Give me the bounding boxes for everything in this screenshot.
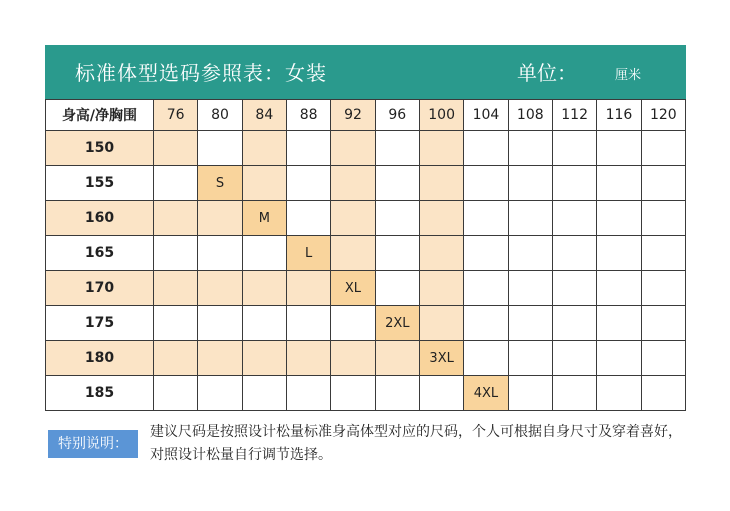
grid-cell (508, 306, 552, 341)
grid-cell (154, 236, 198, 271)
grid-cell (641, 341, 685, 376)
grid-cell (464, 166, 508, 201)
table-row (46, 236, 686, 271)
height-cell: 165 (46, 236, 154, 271)
grid-cell (641, 166, 685, 201)
chest-column-header: 100 (419, 100, 463, 131)
height-cell: 155 (46, 166, 154, 201)
size-label-cell: 4XL (464, 376, 508, 411)
grid-cell (552, 236, 596, 271)
grid-cell (198, 201, 242, 236)
grid-cell (198, 341, 242, 376)
table-row (46, 376, 686, 411)
grid-cell (198, 271, 242, 306)
chest-column-header: 88 (286, 100, 330, 131)
size-label-cell: XL (331, 271, 375, 306)
unit-label: 单位： (517, 61, 577, 85)
grid-cell (242, 236, 286, 271)
height-cell: 185 (46, 376, 154, 411)
grid-cell (464, 201, 508, 236)
size-label-cell: 3XL (419, 341, 463, 376)
grid-cell (331, 341, 375, 376)
size-label-cell: M (242, 201, 286, 236)
grid-cell (552, 271, 596, 306)
corner-header: 身高/净胸围 (46, 100, 154, 131)
grid-cell (154, 271, 198, 306)
grid-cell (331, 166, 375, 201)
grid-cell (286, 376, 330, 411)
grid-cell (375, 376, 419, 411)
grid-cell (508, 236, 552, 271)
grid-cell (242, 341, 286, 376)
grid-cell (419, 306, 463, 341)
table-row (46, 166, 686, 201)
size-chart-table (45, 99, 686, 411)
grid-cell (641, 376, 685, 411)
grid-cell (331, 376, 375, 411)
grid-cell (154, 201, 198, 236)
height-cell: 160 (46, 201, 154, 236)
grid-cell (464, 236, 508, 271)
grid-cell (242, 376, 286, 411)
grid-cell (154, 341, 198, 376)
grid-cell (552, 306, 596, 341)
chest-column-header: 76 (154, 100, 198, 131)
size-label-cell: L (286, 236, 330, 271)
grid-cell (419, 131, 463, 166)
grid-cell (331, 131, 375, 166)
grid-cell (597, 236, 641, 271)
grid-cell (154, 166, 198, 201)
grid-cell (419, 271, 463, 306)
note-badge: 特别说明： (48, 430, 138, 458)
title-bar (45, 45, 686, 99)
chest-column-header: 116 (597, 100, 641, 131)
grid-cell (154, 376, 198, 411)
grid-cell (331, 236, 375, 271)
grid-cell (286, 166, 330, 201)
grid-cell (154, 131, 198, 166)
grid-cell (508, 341, 552, 376)
grid-cell (597, 376, 641, 411)
chest-column-header: 112 (552, 100, 596, 131)
grid-cell (597, 306, 641, 341)
grid-cell (242, 131, 286, 166)
grid-cell (198, 131, 242, 166)
grid-cell (508, 166, 552, 201)
unit-value: 厘米 (615, 68, 642, 83)
grid-cell (242, 271, 286, 306)
chest-column-header: 120 (641, 100, 685, 131)
grid-cell (552, 166, 596, 201)
height-cell: 180 (46, 341, 154, 376)
grid-cell (242, 306, 286, 341)
grid-cell (552, 376, 596, 411)
grid-cell (597, 131, 641, 166)
note-text: 建议尺码是按照设计松量标准身高体型对应的尺码，个人可根据自身尺寸及穿着喜好，对照设计松量自行调节选择。 (150, 424, 682, 463)
table-row (46, 131, 686, 166)
grid-cell (198, 236, 242, 271)
grid-cell (552, 341, 596, 376)
size-label-cell: 2XL (375, 306, 419, 341)
table-row (46, 306, 686, 341)
grid-cell (597, 201, 641, 236)
grid-cell (286, 306, 330, 341)
grid-cell (286, 271, 330, 306)
chest-column-header: 104 (464, 100, 508, 131)
grid-cell (508, 271, 552, 306)
grid-cell (597, 166, 641, 201)
grid-cell (419, 236, 463, 271)
grid-cell (375, 341, 419, 376)
page-title: 标准体型选码参照表：女装 (75, 61, 327, 85)
grid-cell (641, 271, 685, 306)
size-label-cell: S (198, 166, 242, 201)
grid-cell (641, 131, 685, 166)
grid-cell (375, 201, 419, 236)
grid-cell (286, 201, 330, 236)
grid-cell (419, 166, 463, 201)
height-cell: 170 (46, 271, 154, 306)
grid-cell (286, 341, 330, 376)
height-cell: 150 (46, 131, 154, 166)
grid-cell (375, 236, 419, 271)
grid-cell (331, 306, 375, 341)
grid-cell (331, 201, 375, 236)
grid-cell (552, 131, 596, 166)
table-row (46, 341, 686, 376)
grid-cell (641, 236, 685, 271)
grid-cell (198, 376, 242, 411)
height-cell: 175 (46, 306, 154, 341)
chest-column-header: 108 (508, 100, 552, 131)
grid-cell (375, 166, 419, 201)
grid-cell (464, 131, 508, 166)
table-row (46, 271, 686, 306)
grid-cell (641, 201, 685, 236)
grid-cell (508, 201, 552, 236)
grid-cell (242, 166, 286, 201)
grid-cell (198, 306, 242, 341)
grid-cell (419, 376, 463, 411)
grid-cell (597, 271, 641, 306)
table-body (46, 131, 686, 411)
grid-cell (464, 341, 508, 376)
chest-column-header: 80 (198, 100, 242, 131)
grid-cell (508, 376, 552, 411)
grid-cell (508, 131, 552, 166)
grid-cell (552, 201, 596, 236)
grid-cell (464, 306, 508, 341)
grid-cell (375, 271, 419, 306)
grid-cell (154, 306, 198, 341)
grid-cell (375, 131, 419, 166)
grid-cell (597, 341, 641, 376)
grid-cell (286, 131, 330, 166)
chest-column-header: 84 (242, 100, 286, 131)
grid-cell (641, 306, 685, 341)
grid-cell (419, 201, 463, 236)
header-row (46, 100, 686, 131)
grid-cell (464, 271, 508, 306)
table-row (46, 201, 686, 236)
chest-column-header: 92 (331, 100, 375, 131)
chest-column-header: 96 (375, 100, 419, 131)
